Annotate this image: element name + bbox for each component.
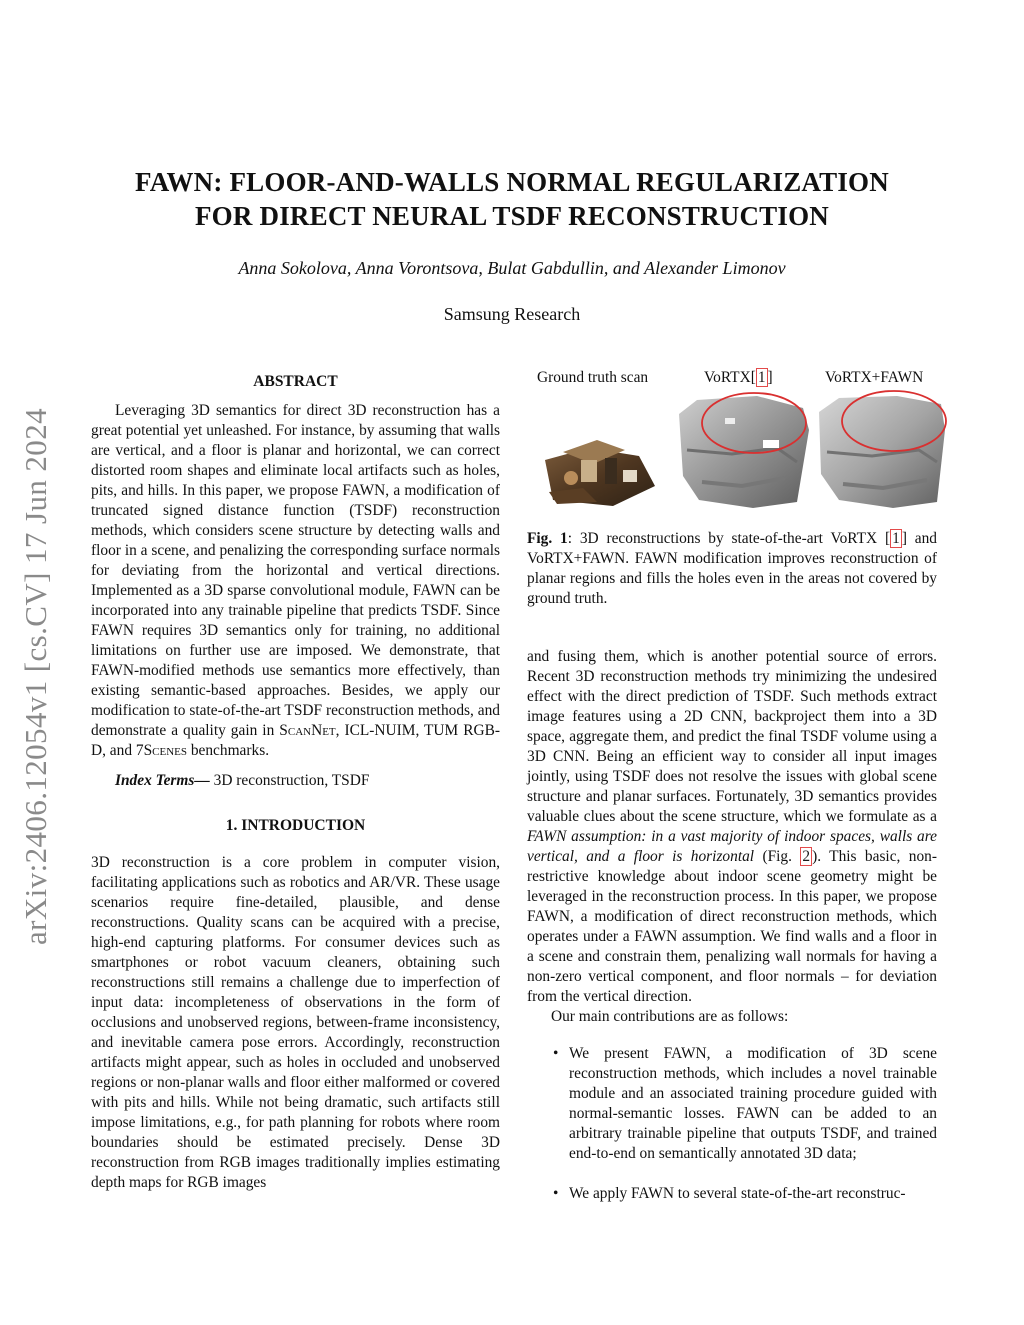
dataset-scannet: ScanNet: [279, 722, 336, 739]
affiliation: Samsung Research: [443, 304, 581, 324]
intro-paragraph-3: Our main contributions are as follows:: [551, 1008, 789, 1025]
authors: Anna Sokolova, Anna Vorontsova, Bulat Gabdullin, and Alexander Limonov: [238, 258, 786, 278]
index-terms-label: Index Terms—: [115, 772, 210, 789]
fawn-assumption: FAWN assumption: in a vast majority of indoor spaces, walls are vertical, and a floor is horizontal: [527, 828, 937, 865]
vortx-fawn-reconstruction-image: [819, 391, 946, 508]
bullet-icon: •: [553, 1185, 559, 1202]
paper-title: [0, 165, 1024, 233]
abstract-heading: ABSTRACT: [253, 373, 338, 390]
bullet-icon: •: [553, 1045, 559, 1062]
list-item: • We apply FAWN to several state-of-the-art reconstruc-: [553, 1185, 906, 1202]
index-terms: Index Terms— 3D reconstruction, TSDF: [115, 772, 370, 789]
list-item: • We present FAWN, a modification of 3D scene reconstruction methods, which includes a novel trainable module and an associated training procedure guided with normal-semantic losses. FAWN can be added to an arbitrary trainable pipeline that outputs TSDF, and trained end-to-end on semantically annotated 3D data;: [553, 1045, 937, 1162]
abstract-text: Leveraging 3D semantics for direct 3D reconstruction has a great potential yet unleashed. For instance, by assuming that walls are vertical, and a floor is planar and horizontal, we can correct distorted room shapes and eliminate local artifacts such as holes, pits, and hills. In this paper, we propose FAWN, a modification of truncated signed distance function (TSDF) reconstruction methods, which considers scene structure by detecting walls and floor in a scene, and penalizing the corresponding surface normals for deviating from the horizontal and vertical directions. Implemented as a 3D sparse convolutional module, FAWN can be incorporated into any trainable pipeline that predicts TSDF. Since FAWN requires 3D semantics only for training, no additional limitations on further use are imposed. We demonstrate, that FAWN-modified methods use semantics more effectively, than existing semantic-based approaches. Besides, we apply our modification to state-of-the-art TSDF reconstruction methods, and demonstrate a quality gain in ScanNet, ICL-NUIM, TUM RGB-D, and 7Scenes benchmarks.: [91, 402, 500, 759]
intro-paragraph-1: 3D reconstruction is a core problem in computer vision, facilitating applications such as robotics and AR/VR. These usage scenarios require fine-detailed, plausible, and dense reconstructions. Quality scans can be acquired with a precise, high-end capturing platforms. For consumer devices such as smartphones or robot vacuum cleaners, obtaining such reconstructions still remains a challenge due to imperfection of input data: incompleteness of observations in the form of occlusions and unobserved regions, between-frame inconsistency, and inevitable camera pose errors. Accordingly, reconstruction artifacts might appear, such as holes in occluded and unobserved regions or non-planar walls and floor either malformed or covered with pits and hills. While not being dramatic, such artifacts still impose limitations, e.g., for path planning for robots where room boundaries should be estimated precisely. Dense 3D reconstruction from RGB images traditionally implies estimating depth maps for RGB images: [91, 854, 500, 1191]
title-line-2: FOR DIRECT NEURAL TSDF RECONSTRUCTION: [194, 201, 830, 231]
figure-caption-label: Fig. 1: [527, 530, 568, 547]
figure-label-ground-truth: Ground truth scan: [537, 369, 649, 386]
arxiv-stamp: arXiv:2406.12054v1 [cs.CV] 17 Jun 2024: [18, 408, 53, 945]
right-column: [527, 647, 937, 1224]
intro-heading: 1. INTRODUCTION: [225, 817, 366, 834]
figure-1-caption: Fig. 1: 3D reconstructions by state-of-the-art VoRTX [ 1 ] and VoRTX+FAWN. FAWN modification improves reconstruction of planar regions and fills the holes even in the areas not covered by ground truth.: [527, 530, 937, 607]
reconstruction-hole: [763, 440, 779, 448]
title-line-1: FAWN: FLOOR-AND-WALLS NORMAL REGULARIZATION: [135, 167, 889, 197]
figure-1-images: [527, 390, 947, 515]
ground-truth-scan-image: [545, 440, 655, 506]
figure-reference-link[interactable]: 2: [802, 848, 811, 865]
figure-label-vortx: VoRTX[ 1 ]: [704, 369, 773, 386]
figure-label-vortx-fawn: VoRTX+FAWN: [825, 369, 924, 386]
citation-link[interactable]: 1: [757, 369, 766, 386]
citation-link[interactable]: 1: [892, 530, 900, 547]
dataset-7scenes: Scenes: [143, 742, 187, 759]
intro-paragraph-2: and fusing them, which is another potential source of errors. Recent 3D reconstruction methods try minimizing the undesired effect with the direct prediction of TSDF. Such methods extract image features using a 2D CNN, backproject them into a 3D space, aggregate them, and predict the final TSDF volume using a 3D CNN. Being an efficient way to consider all input images jointly, using TSDF does not resolve the issues with global scene structure and planar surfaces. Fortunately, 3D semantics provides valuable clues about the scene structure, which we formulate as a FAWN assumption: in a vast majority of indoor spaces, walls are vertical, and a floor is horizontal (Fig. 2 ). This basic, non-restrictive knowledge about indoor scene geometry might be leveraged in the reconstruction process. In this paper, we propose FAWN, a modification of direct reconstruction methods, which operates under a FAWN assumption. We find walls and a floor in a scene and constrain them, penalizing wall normals for having a non-zero vertical component, and floor normals – for deviation from the vertical direction.: [527, 648, 937, 1005]
left-column: [91, 372, 500, 1193]
vortx-reconstruction-image: [679, 393, 809, 508]
contributions-list: [527, 1044, 937, 1204]
